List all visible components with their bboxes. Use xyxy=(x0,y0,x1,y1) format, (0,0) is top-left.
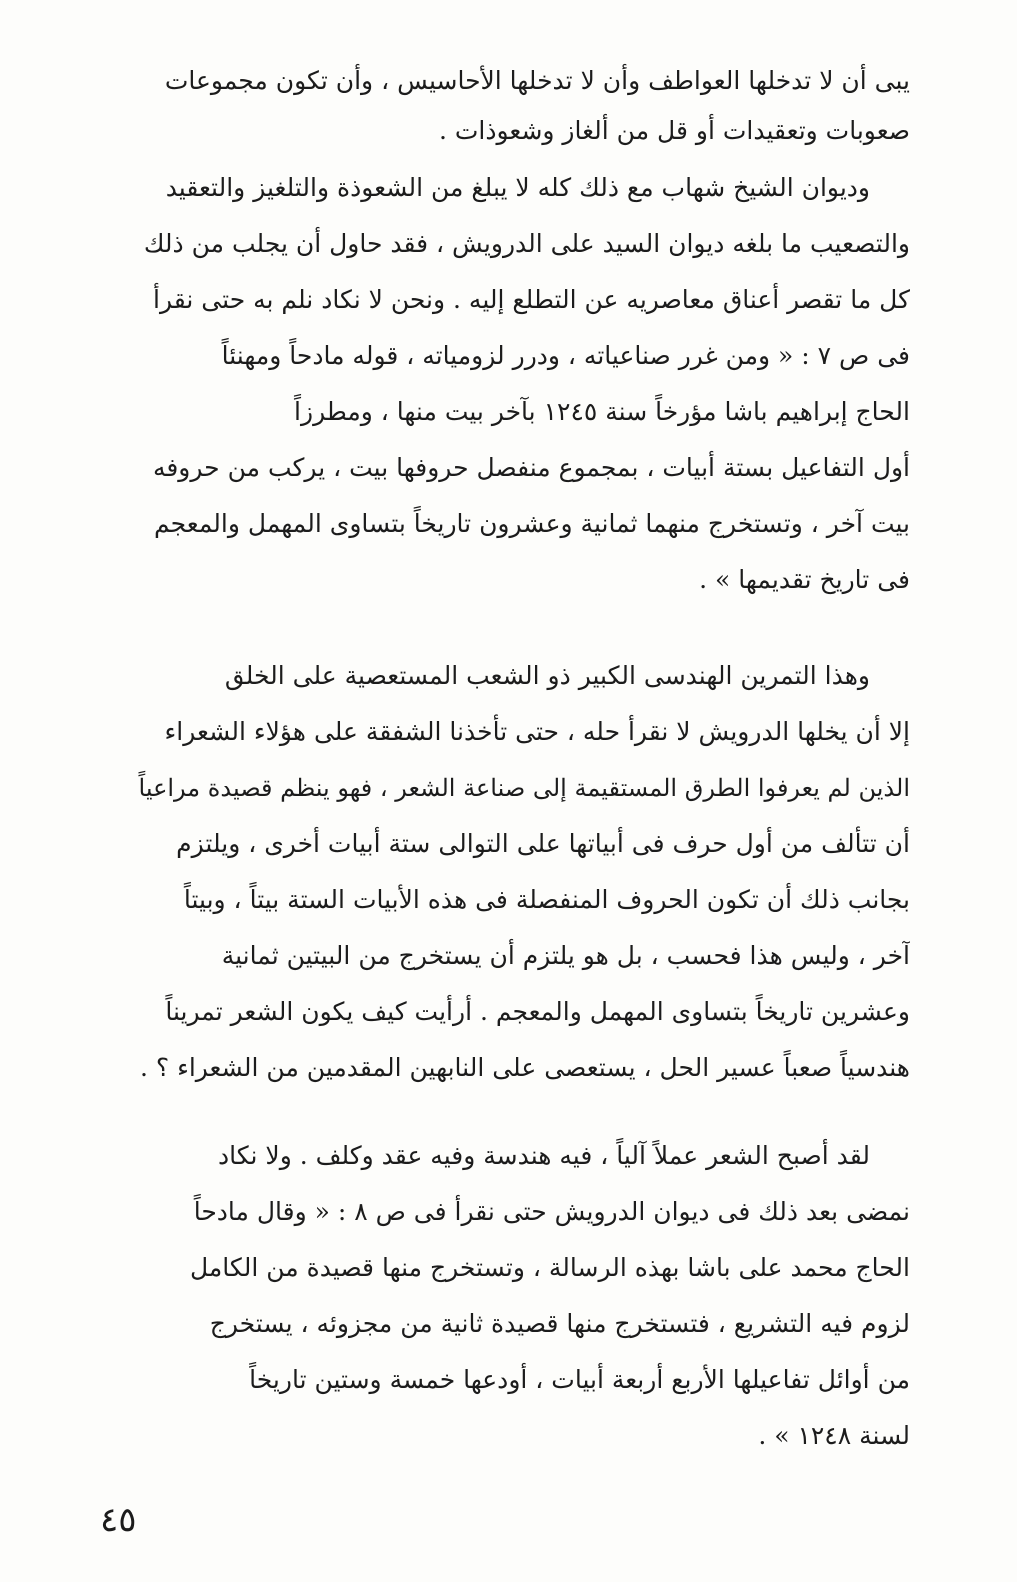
text-line: كل ما تقصر أعناق معاصريه عن التطلع إليه . ونحن لا نكاد نلم به حتى نقرأ xyxy=(153,285,910,314)
page-number: ٤٥ xyxy=(100,1500,137,1540)
text-line: والتصعيب ما بلغه ديوان السيد على الدرويش ، فقد حاول أن يجلب من ذلك xyxy=(143,229,910,258)
text-line: وهذا التمرين الهندسى الكبير ذو الشعب المستعصية على الخلق xyxy=(224,661,870,690)
text-line: فى ص ٧ : « ومن غرر صناعياته ، ودرر لزومياته ، قوله مادحاً ومهنئاً xyxy=(221,341,910,370)
text-line: بجانب ذلك أن تكون الحروف المنفصلة فى هذه الأبيات الستة بيتاً ، وبيتاً xyxy=(183,885,910,914)
text-line: الذين لم يعرفوا الطرق المستقيمة إلى صناعة الشعر ، فهو ينظم قصيدة مراعياً xyxy=(138,774,910,802)
text-line: آخر ، وليس هذا فحسب ، بل هو يلتزم أن يستخرج من البيتين ثمانية xyxy=(221,941,910,970)
paragraph-3 xyxy=(110,648,910,1096)
text-line: صعوبات وتعقيدات أو قل من ألغاز وشعوذات . xyxy=(438,116,910,145)
text-line: أن تتألف من أول حرف فى أبياتها على التوالى ستة أبيات أخرى ، ويلتزم xyxy=(176,829,910,858)
text-line: لقد أصبح الشعر عملاً آلياً ، فيه هندسة وفيه عقد وكلف . ولا نكاد xyxy=(217,1141,870,1170)
text-line: من أوائل تفاعيلها الأربع أربعة أبيات ، أودعها خمسة وستين تاريخاً xyxy=(249,1365,910,1394)
text-line: نمضى بعد ذلك فى ديوان الدرويش حتى نقرأ فى ص ٨ : « وقال مادحاً xyxy=(193,1197,910,1226)
text-line: أول التفاعيل بستة أبيات ، بمجموع منفصل حروفها بيت ، يركب من حروفه xyxy=(152,453,910,482)
text-line: لسنة ١٢٤٨ » . xyxy=(758,1421,910,1450)
paragraph-4 xyxy=(110,1128,910,1464)
text-line: إلا أن يخلها الدرويش لا نقرأ حله ، حتى تأخذنا الشفقة على هؤلاء الشعراء xyxy=(164,717,910,746)
text-line: وديوان الشيخ شهاب مع ذلك كله لا يبلغ من الشعوذة والتلغيز والتعقيد xyxy=(165,173,870,202)
text-line: هندسياً صعباً عسير الحل ، يستعصى على النابهين المقدمين من الشعراء ؟ . xyxy=(139,1053,910,1082)
text-line: فى تاريخ تقديمها » . xyxy=(699,565,910,594)
text-line: بيت آخر ، وتستخرج منهما ثمانية وعشرون تاريخاً بتساوى المهمل والمعجم xyxy=(154,509,910,538)
text-line: وعشرين تاريخاً بتساوى المهمل والمعجم . أرأيت كيف يكون الشعر تمريناً xyxy=(165,997,910,1026)
text-line: لزوم فيه التشريع ، فتستخرج منها قصيدة ثانية من مجزوئه ، يستخرج xyxy=(209,1309,910,1338)
paragraph-2 xyxy=(110,160,910,608)
text-line: الحاج محمد على باشا بهذه الرسالة ، وتستخرج منها قصيدة من الكامل xyxy=(189,1253,910,1282)
text-line: الحاج إبراهيم باشا مؤرخاً سنة ١٢٤٥ بآخر بيت منها ، ومطرزاً xyxy=(294,397,910,426)
paragraph-1 xyxy=(110,56,910,156)
text-line: يبى أن لا تدخلها العواطف وأن لا تدخلها الأحاسيس ، وأن تكون مجموعات xyxy=(164,66,910,95)
